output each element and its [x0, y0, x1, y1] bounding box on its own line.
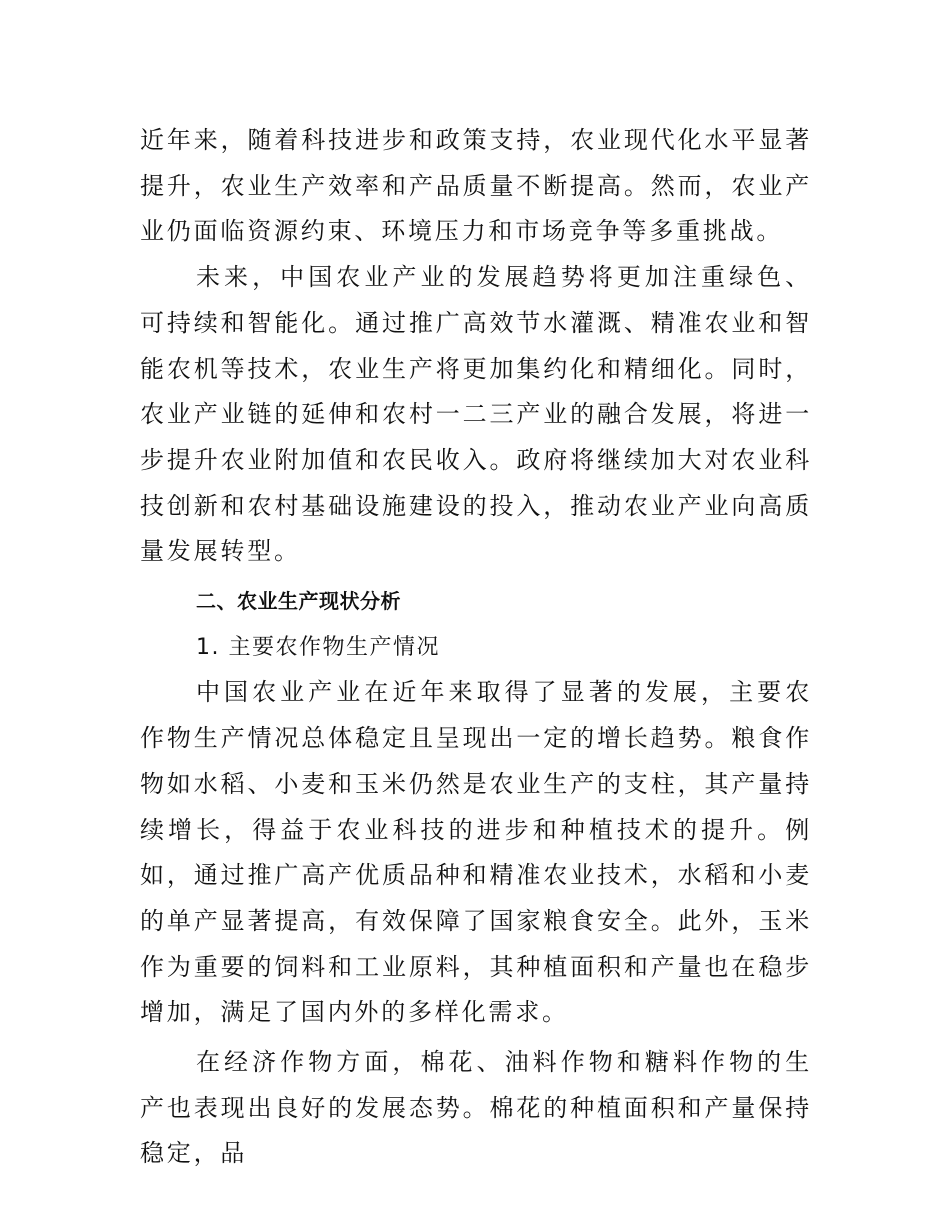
subsection-heading: 1. 主要农作物生产情况 — [196, 634, 440, 660]
section-heading: 二、农业生产现状分析 — [196, 589, 401, 614]
paragraph-main-crops: 中国农业产业在近年来取得了显著的发展，主要农作物生产情况总体稳定且呈现出一定的增长趋势。粮食作物如水稻、小麦和玉米仍然是农业生产的支柱，其产量持续增长，得益于农业科技的进步和种植技术的提升。例如，通过推广高产优质品种和精准农业技术，水稻和小麦的单产显著提高，有效保障了国家粮食安全。此外，玉米作为重要的饲料和工业原料，其种植面积和产量也在稳步增加，满足了国内外的多样化需求。 — [140, 678, 812, 1027]
paragraph-future-trends: 未来，中国农业产业的发展趋势将更加注重绿色、可持续和智能化。通过推广高效节水灌溉、精准农业和智能农机等技术，农业生产将更加集约化和精细化。同时，农业产业链的延伸和农村一二三产业的融合发展，将进一步提升农业附加值和农民收入。政府将继续加大对农业科技创新和农村基础设施建设的投入，推动农业产业向高质量发展转型。 — [140, 263, 812, 566]
document-page — [140, 118, 812, 1177]
paragraph-intro-continued: 近年来，随着科技进步和政策支持，农业现代化水平显著提升，农业生产效率和产品质量不断提高。然而，农业产业仍面临资源约束、环境压力和市场竞争等多重挑战。 — [140, 126, 812, 246]
paragraph-cash-crops: 在经济作物方面，棉花、油料作物和糖料作物的生产也表现出良好的发展态势。棉花的种植面积和产量保持稳定，品 — [140, 1048, 812, 1168]
